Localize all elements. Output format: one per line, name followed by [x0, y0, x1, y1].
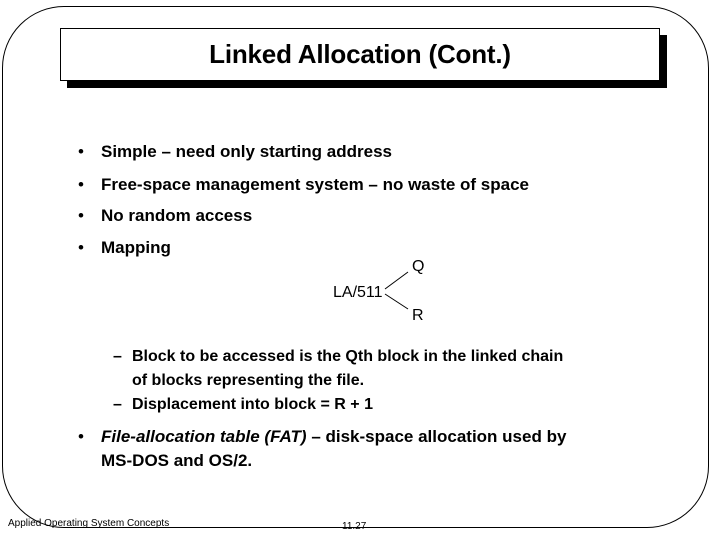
sub-dash: – [113, 396, 122, 413]
footer-course-title: Applied Operating System Concepts [8, 518, 170, 529]
bullet-mapping: Mapping [101, 238, 171, 257]
bullet-dot: • [78, 206, 84, 225]
bullet-fat-line1 [101, 425, 566, 449]
bullet-free-space: Free-space management system – no waste of space [101, 175, 530, 194]
fat-term: File-allocation table (FAT) [101, 427, 307, 446]
fat-description: – disk-space allocation used by [306, 427, 567, 446]
footer-page-number: 11.27 [342, 521, 367, 532]
sub-item-qth-line1: Block to be accessed is the Qth block in the linked chain [132, 348, 564, 365]
bullet-dot: • [78, 175, 84, 194]
mapping-q-label: Q [412, 258, 425, 275]
mapping-la-label: LA/511 [333, 284, 383, 301]
bullet-dot: • [78, 238, 84, 257]
sub-item-qth-line2: of blocks representing the file. [132, 372, 365, 389]
sub-item-displacement: Displacement into block = R + 1 [132, 396, 373, 413]
bullet-fat-line2: MS-DOS and OS/2. [101, 451, 253, 470]
bullet-simple: Simple – need only starting address [101, 142, 392, 161]
bullet-dot: • [78, 142, 84, 161]
bullet-dot: • [78, 427, 84, 446]
slide-title: Linked Allocation (Cont.) [209, 39, 511, 69]
sub-dash: – [113, 348, 122, 365]
mapping-r-label: R [412, 307, 424, 324]
bullet-no-random: No random access [101, 206, 253, 225]
